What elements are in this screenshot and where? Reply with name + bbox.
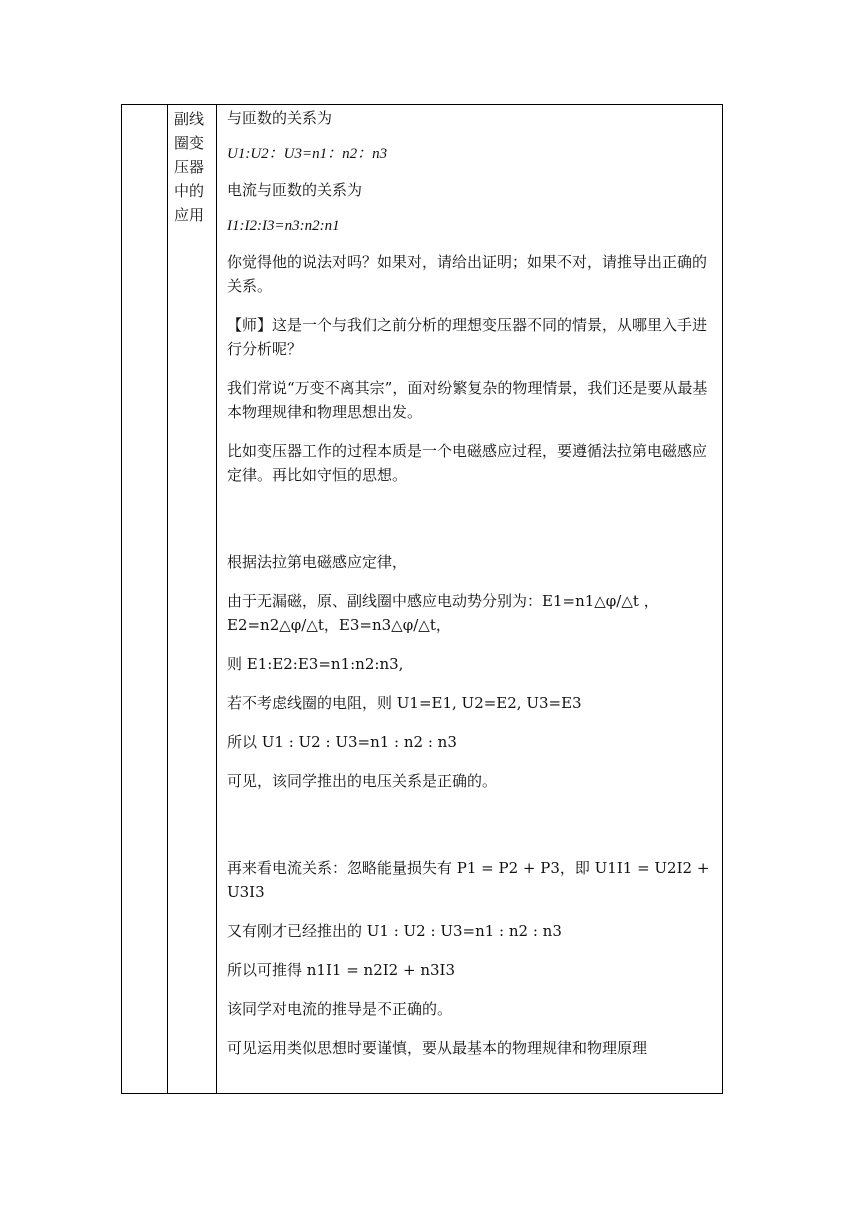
content-body — [217, 105, 722, 1060]
current-ratio-claim: I1:I2:I3=n3:n2:n1 — [227, 218, 340, 234]
paragraph: 可见，该同学推出的电压关系是正确的。 — [227, 772, 498, 790]
paragraph: 根据法拉第电磁感应定律， — [227, 553, 408, 571]
blank-space — [227, 502, 714, 550]
section-title: 副线圈变压器中的应用 — [174, 110, 205, 224]
content-cell — [217, 105, 723, 1094]
paragraph: 我们常说“万变不离其宗”，面对纷繁复杂的物理情景，我们还是要从最基本物理规律和物理思想出发。 — [227, 379, 708, 421]
lesson-table — [121, 104, 723, 1094]
voltage-ratio-claim: U1:U2：U3=n1：n2：n3 — [227, 146, 388, 162]
paragraph: 可见运用类似思想时要谨慎，要从最基本的物理规律和物理原理 — [227, 1039, 648, 1057]
current-relation-result: 所以可推得 n1I1 = n2I2 + n3I3 — [227, 961, 455, 979]
paragraph: 你觉得他的说法对吗？如果对，请给出证明；如果不对，请推导出正确的关系。 — [227, 253, 708, 295]
table-row — [122, 105, 723, 1094]
emf-ratio: 则 E1:E2:E3=n1:n2:n3, — [227, 655, 404, 673]
paragraph: 与匝数的关系为 — [227, 109, 333, 127]
paragraph: 电流与匝数的关系为 — [227, 181, 363, 199]
emf-equations: 由于无漏磁，原、副线圈中感应电动势分别为：E1=n1△φ/△t ，E2=n2△φ/△t，E3=n3△φ/△t， — [227, 592, 659, 634]
voltage-ratio-result: 所以 U1 : U2 : U3=n1 : n2 : n3 — [227, 733, 457, 751]
power-equation: 再来看电流关系：忽略能量损失有 P1 = P2 + P3，即 U1I1 = U2I2 + U3I3 — [227, 859, 710, 901]
paragraph: 该同学对电流的推导是不正确的。 — [227, 1000, 453, 1018]
section-cell — [168, 105, 217, 1094]
blank-space — [227, 808, 714, 856]
paragraph: 比如变压器工作的过程本质是一个电磁感应过程，要遵循法拉第电磁感应定律。再比如守恒的思想。 — [227, 442, 708, 484]
paragraph: 若不考虑线圈的电阻，则 U1=E1, U2=E2, U3=E3 — [227, 694, 582, 712]
paragraph: 【师】这是一个与我们之前分析的理想变压器不同的情景，从哪里入手进行分析呢？ — [227, 316, 708, 358]
paragraph: 又有刚才已经推出的 U1 : U2 : U3=n1 : n2 : n3 — [227, 922, 562, 940]
empty-cell — [122, 105, 168, 1094]
